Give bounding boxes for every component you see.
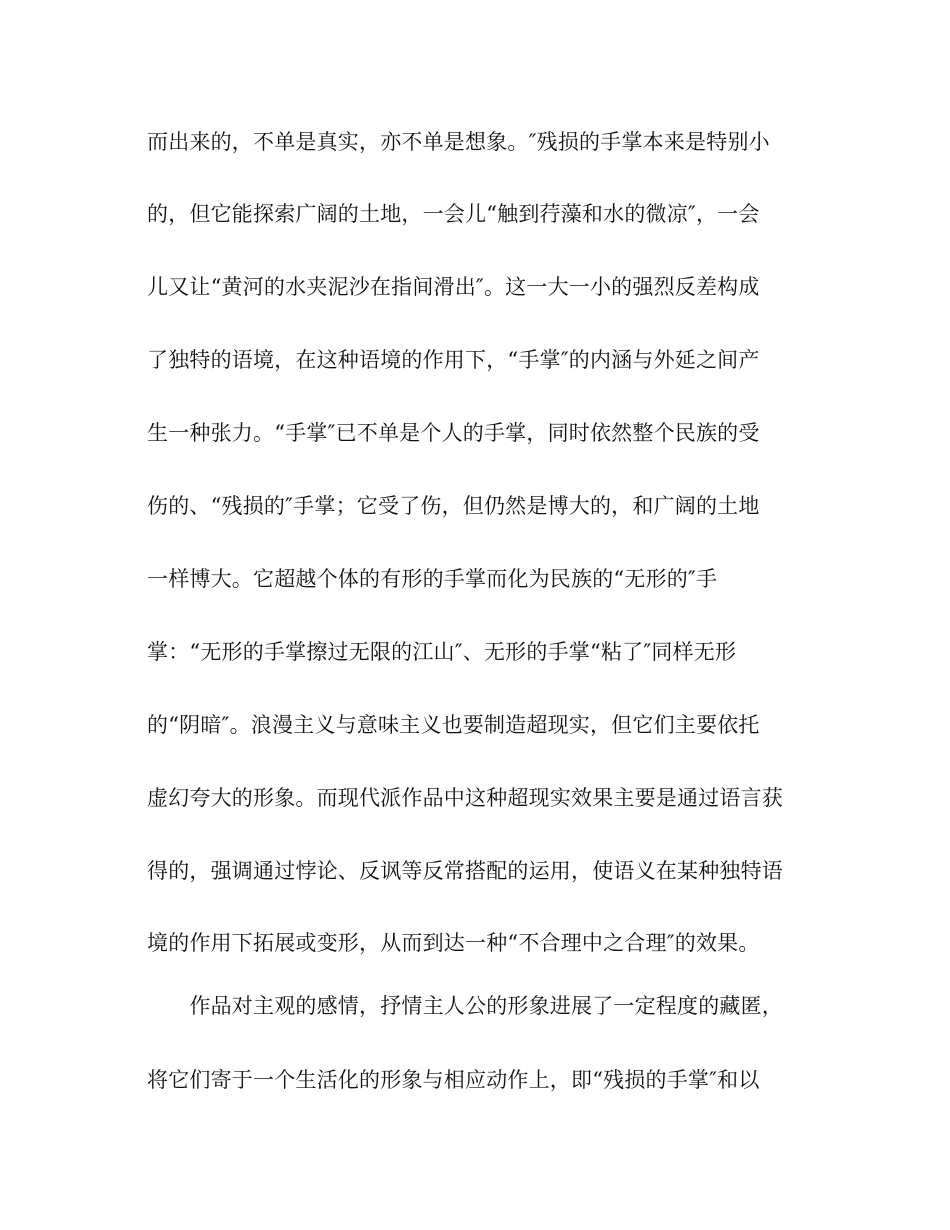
text-line-8: 掌：“无形的手掌擦过无限的江山″、无形的手掌“粘了″同样无形	[147, 640, 737, 664]
text-line-1: 而出来的，不单是真实，亦不单是想象。″残损的手掌本来是特别小	[147, 130, 770, 154]
text-line-13: 作品对主观的感情，抒情主人公的形象进展了一定程度的藏匿，	[147, 994, 783, 1018]
text-line-4: 了独特的语境，在这种语境的作用下，“手掌″的内涵与外延之间产	[147, 348, 760, 372]
text-line-12: 境的作用下拓展或变形，从而到达一种“不合理中之合理″的效果。	[147, 931, 760, 955]
text-line-6: 伤的、“残损的″手掌；它受了伤，但仍然是博大的，和广阔的土地	[147, 494, 760, 518]
text-line-3: 儿又让“黄河的水夹泥沙在指间滑出″。这一大一小的强烈反差构成	[147, 275, 760, 299]
text-line-7: 一样博大。它超越个体的有形的手掌而化为民族的“无形的″手	[147, 567, 718, 591]
text-line-5: 生一种张力。“手掌″已不单是个人的手掌，同时依然整个民族的受	[147, 421, 760, 445]
text-line-10: 虚幻夸大的形象。而现代派作品中这种超现实效果主要是通过语言获	[147, 786, 783, 810]
text-line-14: 将它们寄于一个生活化的形象与相应动作上，即“残损的手掌″和以	[147, 1068, 760, 1092]
text-line-9: 的“阴暗″。浪漫主义与意味主义也要制造超现实，但它们主要依托	[147, 713, 760, 737]
text-line-11: 得的，强调通过悖论、反讽等反常搭配的运用，使语义在某种独特语	[147, 859, 783, 883]
text-line-2: 的，但它能探索广阔的土地，一会儿“触到荇藻和水的微凉″，一会	[147, 202, 760, 226]
